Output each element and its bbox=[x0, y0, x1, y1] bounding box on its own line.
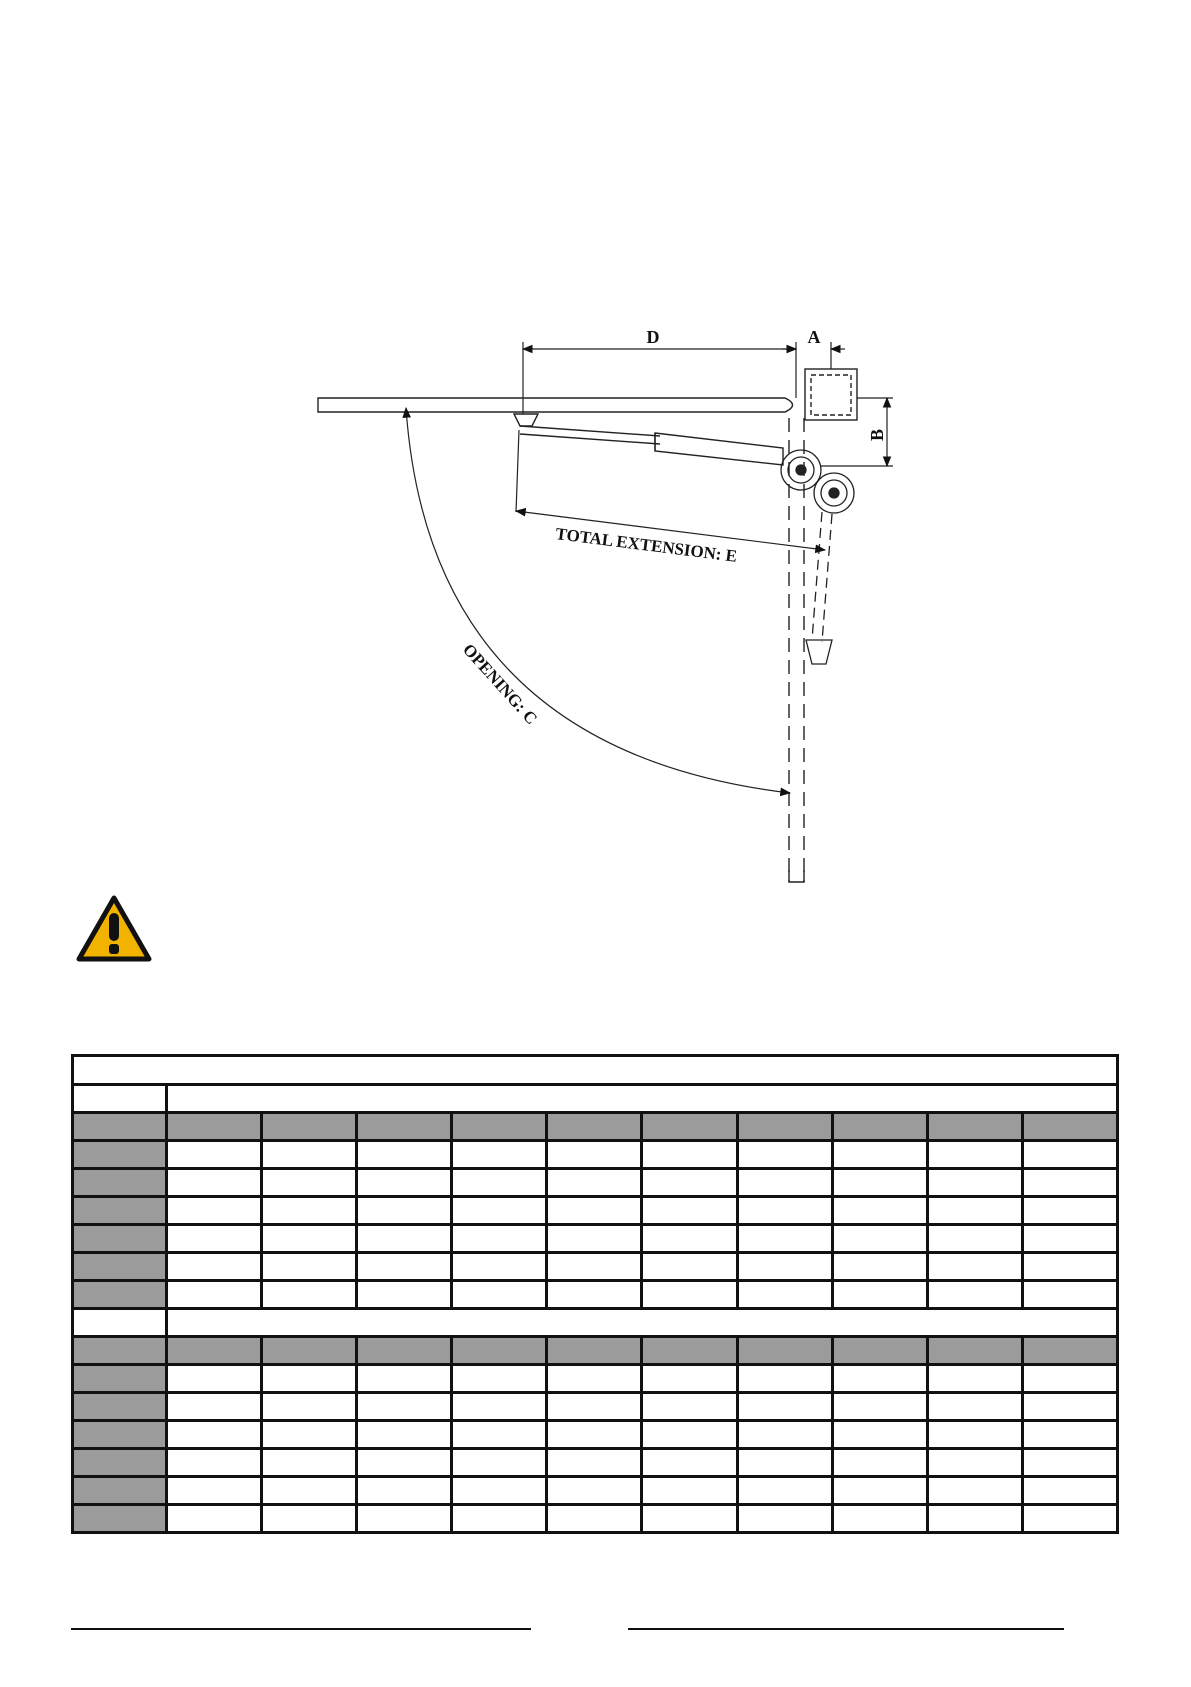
table-cell bbox=[357, 1225, 452, 1253]
table-cell bbox=[927, 1337, 1022, 1365]
table-cell bbox=[642, 1421, 737, 1449]
table-cell bbox=[262, 1113, 357, 1141]
table-cell bbox=[547, 1253, 642, 1281]
table-cell bbox=[262, 1253, 357, 1281]
table-cell bbox=[927, 1225, 1022, 1253]
warning-triangle-icon bbox=[76, 895, 152, 963]
table-row bbox=[73, 1365, 1118, 1393]
table-cell bbox=[73, 1169, 167, 1197]
table-cell bbox=[167, 1085, 1118, 1113]
table-cell bbox=[642, 1393, 737, 1421]
table-cell bbox=[642, 1141, 737, 1169]
table-cell bbox=[262, 1141, 357, 1169]
table-cell bbox=[73, 1281, 167, 1309]
table-cell bbox=[547, 1169, 642, 1197]
table-cell bbox=[547, 1141, 642, 1169]
table-cell bbox=[927, 1505, 1022, 1533]
table-cell bbox=[927, 1421, 1022, 1449]
table-row bbox=[73, 1253, 1118, 1281]
table-cell bbox=[73, 1253, 167, 1281]
table-cell bbox=[737, 1253, 832, 1281]
table-cell bbox=[167, 1505, 262, 1533]
table-cell bbox=[832, 1113, 927, 1141]
table-cell bbox=[73, 1197, 167, 1225]
table-cell bbox=[1022, 1449, 1117, 1477]
table-cell bbox=[832, 1337, 927, 1365]
table-cell bbox=[452, 1281, 547, 1309]
table-cell bbox=[73, 1393, 167, 1421]
table-cell bbox=[832, 1197, 927, 1225]
table-cell bbox=[262, 1477, 357, 1505]
table-row bbox=[73, 1197, 1118, 1225]
table-group-row bbox=[73, 1309, 1118, 1337]
table-cell bbox=[737, 1421, 832, 1449]
table-cell bbox=[642, 1113, 737, 1141]
table-cell bbox=[357, 1421, 452, 1449]
table-cell bbox=[357, 1253, 452, 1281]
table-cell bbox=[262, 1225, 357, 1253]
table-cell bbox=[642, 1169, 737, 1197]
table-cell bbox=[1022, 1393, 1117, 1421]
table-cell bbox=[642, 1337, 737, 1365]
label-opening: OPENING: C bbox=[459, 639, 542, 729]
table-row bbox=[73, 1421, 1118, 1449]
table-cell bbox=[262, 1393, 357, 1421]
table-cell bbox=[262, 1365, 357, 1393]
table-cell bbox=[547, 1113, 642, 1141]
table-cell bbox=[832, 1449, 927, 1477]
table-cell bbox=[927, 1477, 1022, 1505]
footer-rule-left bbox=[71, 1628, 531, 1630]
table-cell bbox=[642, 1505, 737, 1533]
pillar bbox=[805, 369, 857, 420]
table-cell bbox=[737, 1477, 832, 1505]
table-cell bbox=[357, 1141, 452, 1169]
table-cell bbox=[167, 1197, 262, 1225]
table-cell bbox=[1022, 1281, 1117, 1309]
table-title-cell bbox=[73, 1056, 1118, 1085]
table-cell bbox=[1022, 1505, 1117, 1533]
table-cell bbox=[832, 1365, 927, 1393]
table-cell bbox=[167, 1309, 1118, 1337]
table-cell bbox=[357, 1393, 452, 1421]
table-cell bbox=[1022, 1225, 1117, 1253]
table-cell bbox=[73, 1365, 167, 1393]
table-cell bbox=[452, 1365, 547, 1393]
table-cell bbox=[737, 1393, 832, 1421]
table-cell bbox=[73, 1141, 167, 1169]
table-cell bbox=[832, 1421, 927, 1449]
table-cell bbox=[547, 1225, 642, 1253]
table-cell bbox=[547, 1281, 642, 1309]
table-header-row bbox=[73, 1337, 1118, 1365]
table-cell bbox=[642, 1281, 737, 1309]
table-cell bbox=[737, 1281, 832, 1309]
table-cell bbox=[737, 1225, 832, 1253]
table-cell bbox=[1022, 1253, 1117, 1281]
table-cell bbox=[452, 1113, 547, 1141]
table-cell bbox=[262, 1421, 357, 1449]
table-row bbox=[73, 1505, 1118, 1533]
table-cell bbox=[737, 1141, 832, 1169]
table-cell bbox=[642, 1477, 737, 1505]
table-cell bbox=[262, 1337, 357, 1365]
table-row bbox=[73, 1449, 1118, 1477]
table-cell bbox=[547, 1337, 642, 1365]
table-cell bbox=[73, 1477, 167, 1505]
table-row bbox=[73, 1225, 1118, 1253]
table-cell bbox=[927, 1197, 1022, 1225]
table-header-row bbox=[73, 1113, 1118, 1141]
table-cell bbox=[167, 1449, 262, 1477]
table-cell bbox=[927, 1169, 1022, 1197]
table-title-row bbox=[73, 1056, 1118, 1085]
table-cell bbox=[452, 1505, 547, 1533]
label-b: B bbox=[867, 428, 887, 442]
table-cell bbox=[1022, 1365, 1117, 1393]
table-cell bbox=[73, 1225, 167, 1253]
motor-unit bbox=[781, 450, 821, 490]
table-cell bbox=[167, 1393, 262, 1421]
table-cell bbox=[167, 1113, 262, 1141]
table-cell bbox=[832, 1141, 927, 1169]
table-cell bbox=[737, 1113, 832, 1141]
table-cell bbox=[832, 1281, 927, 1309]
label-total-extension: TOTAL EXTENSION: E bbox=[554, 524, 739, 566]
table-group-row bbox=[73, 1085, 1118, 1113]
table-cell bbox=[452, 1421, 547, 1449]
motor-unit-open bbox=[806, 473, 854, 664]
table-cell bbox=[1022, 1169, 1117, 1197]
table-cell bbox=[73, 1085, 167, 1113]
table-cell bbox=[737, 1449, 832, 1477]
table-cell bbox=[73, 1309, 167, 1337]
table-cell bbox=[1022, 1197, 1117, 1225]
table-cell bbox=[452, 1197, 547, 1225]
table-cell bbox=[73, 1449, 167, 1477]
table-cell bbox=[357, 1449, 452, 1477]
table-cell bbox=[547, 1505, 642, 1533]
table-cell bbox=[832, 1253, 927, 1281]
table-cell bbox=[642, 1253, 737, 1281]
table-cell bbox=[167, 1253, 262, 1281]
table-cell bbox=[167, 1365, 262, 1393]
table-cell bbox=[927, 1365, 1022, 1393]
gate-leaf-open-end bbox=[789, 870, 804, 882]
table-cell bbox=[262, 1505, 357, 1533]
table-cell bbox=[73, 1113, 167, 1141]
table-cell bbox=[167, 1421, 262, 1449]
table-cell bbox=[547, 1421, 642, 1449]
table-cell bbox=[357, 1337, 452, 1365]
table-cell bbox=[357, 1281, 452, 1309]
table-cell bbox=[73, 1505, 167, 1533]
table-cell bbox=[357, 1505, 452, 1533]
table-cell bbox=[642, 1365, 737, 1393]
table-cell bbox=[262, 1281, 357, 1309]
table-cell bbox=[1022, 1421, 1117, 1449]
table-cell bbox=[167, 1337, 262, 1365]
table-cell bbox=[167, 1281, 262, 1309]
table-cell bbox=[452, 1253, 547, 1281]
table-cell bbox=[927, 1393, 1022, 1421]
table-cell bbox=[737, 1169, 832, 1197]
table-cell bbox=[642, 1225, 737, 1253]
table-cell bbox=[832, 1225, 927, 1253]
table-cell bbox=[927, 1449, 1022, 1477]
table-cell bbox=[547, 1197, 642, 1225]
table-cell bbox=[737, 1337, 832, 1365]
table-row bbox=[73, 1393, 1118, 1421]
table-cell bbox=[167, 1225, 262, 1253]
footer-rule-right bbox=[628, 1628, 1064, 1630]
table-cell bbox=[357, 1169, 452, 1197]
table-cell bbox=[1022, 1141, 1117, 1169]
table-cell bbox=[927, 1281, 1022, 1309]
table-cell bbox=[832, 1169, 927, 1197]
dimensions-table bbox=[71, 1054, 1119, 1534]
table-cell bbox=[452, 1393, 547, 1421]
table-cell bbox=[452, 1141, 547, 1169]
table-row bbox=[73, 1169, 1118, 1197]
table-cell bbox=[737, 1365, 832, 1393]
table-cell bbox=[832, 1393, 927, 1421]
table-cell bbox=[262, 1449, 357, 1477]
table-cell bbox=[1022, 1477, 1117, 1505]
table-cell bbox=[1022, 1113, 1117, 1141]
table-cell bbox=[452, 1337, 547, 1365]
table-cell bbox=[832, 1505, 927, 1533]
table-row bbox=[73, 1141, 1118, 1169]
table-cell bbox=[167, 1169, 262, 1197]
table-cell bbox=[167, 1141, 262, 1169]
label-a: A bbox=[807, 327, 821, 347]
table-cell bbox=[262, 1169, 357, 1197]
table-cell bbox=[452, 1449, 547, 1477]
table-cell bbox=[547, 1365, 642, 1393]
table-cell bbox=[452, 1225, 547, 1253]
table-cell bbox=[547, 1393, 642, 1421]
table-cell bbox=[73, 1421, 167, 1449]
table-cell bbox=[927, 1253, 1022, 1281]
table-cell bbox=[832, 1477, 927, 1505]
table-row bbox=[73, 1281, 1118, 1309]
actuator-arm bbox=[514, 414, 783, 465]
table-cell bbox=[642, 1197, 737, 1225]
table-cell bbox=[357, 1477, 452, 1505]
label-d: D bbox=[646, 327, 660, 347]
table-cell bbox=[262, 1197, 357, 1225]
table-cell bbox=[357, 1197, 452, 1225]
table-cell bbox=[737, 1505, 832, 1533]
table-cell bbox=[357, 1113, 452, 1141]
table-cell bbox=[452, 1169, 547, 1197]
table-cell bbox=[73, 1337, 167, 1365]
table-cell bbox=[357, 1365, 452, 1393]
table-cell bbox=[1022, 1337, 1117, 1365]
table-cell bbox=[927, 1113, 1022, 1141]
table-cell bbox=[452, 1477, 547, 1505]
table-cell bbox=[737, 1197, 832, 1225]
table-cell bbox=[547, 1449, 642, 1477]
table-cell bbox=[167, 1477, 262, 1505]
dimension-d bbox=[523, 342, 796, 414]
opening-arc bbox=[406, 408, 790, 793]
table-cell bbox=[927, 1141, 1022, 1169]
table-cell bbox=[547, 1477, 642, 1505]
table-cell bbox=[642, 1449, 737, 1477]
gate-leaf-closed bbox=[318, 398, 793, 412]
table-row bbox=[73, 1477, 1118, 1505]
